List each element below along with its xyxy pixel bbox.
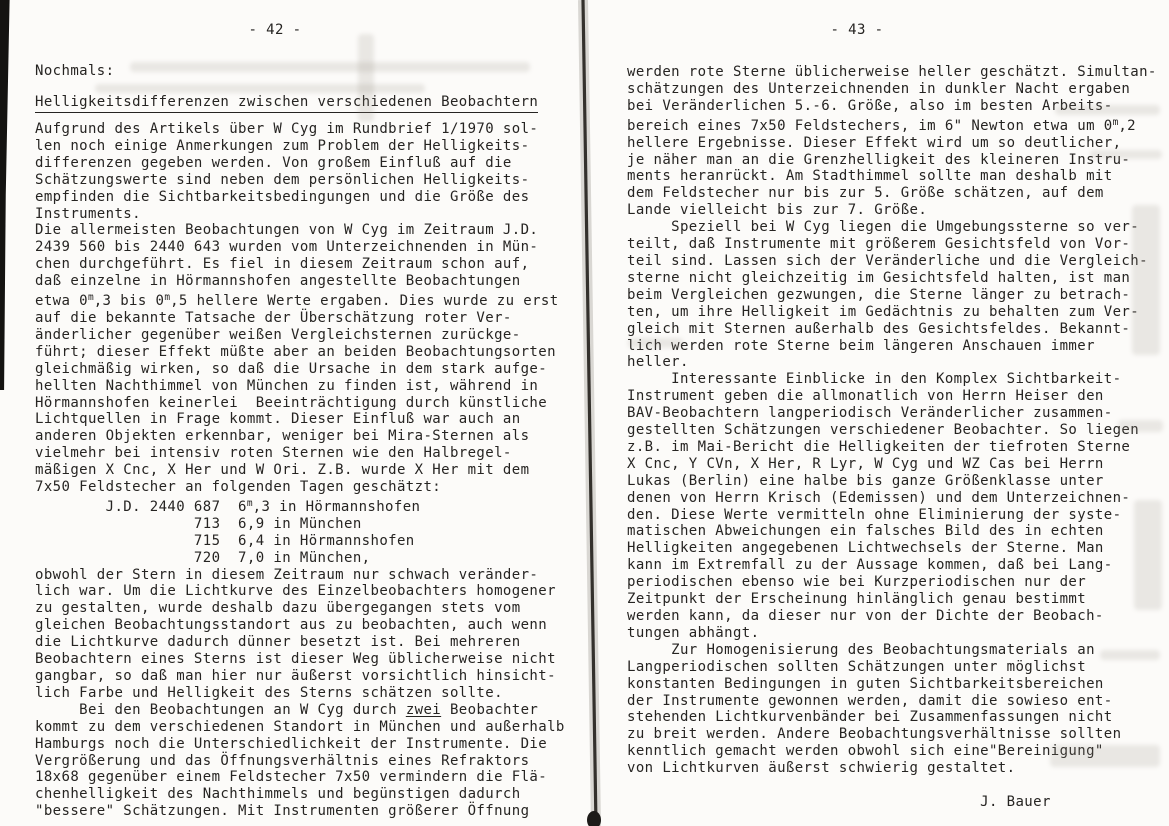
text-line: dem Feldstecher nur bis zur 5. Größe schätzen, auf dem — [627, 185, 1104, 202]
text-line: J. Bauer — [627, 793, 1051, 810]
text-line: konstanten Bedingungen in guten Sichtbarkeitsbereichen — [627, 675, 1104, 692]
text-line: schätzungen des Unterzeichnenden in dunkler Nacht ergaben — [627, 80, 1131, 97]
text-line: teil sind. Lassen sich der Veränderliche und die Vergleich- — [627, 252, 1148, 269]
text-line: chenhelligkeit des Nachthimmels und begünstigen dadurch — [35, 786, 521, 803]
text-line: heller. — [627, 354, 689, 371]
text-segment: Bei den Beobachtungen an W Cyg durch — [35, 701, 406, 718]
text-line: anderen Objekten erkennbar, weniger bei Mira-Sternen als — [35, 428, 530, 445]
text-line: hellten Nachthimmel von München zu finden ist, während in — [35, 377, 539, 394]
text-line — [627, 115, 1164, 135]
text-line: zu gestalten, wurde deshalb dazu übergegangen stets vom — [35, 600, 521, 617]
text-line: die Lichtkurve dadurch dünner besetzt ist. Bei mehreren — [35, 634, 521, 651]
bleedthrough-smudge — [1055, 105, 1160, 115]
text-line: 713 6,9 in München — [35, 515, 362, 532]
text-line: Hörmannshofen keinerlei Beeinträchtigung durch künstliche — [35, 394, 548, 411]
text-line: gangbar, so daß man hier nur äußerst vorsichtlich hinsicht- — [35, 668, 556, 684]
text-line: kenntlich gemacht werden obwohl sich eine"Bereinigung" — [627, 743, 1104, 760]
text-line: vielmehr bei intensiv roten Sternen wie den Halbregel- — [35, 445, 512, 462]
text-line: ments heranrückt. Am Stadthimmel sollte man deshalb mit — [627, 168, 1113, 185]
section-heading: Helligkeitsdifferenzen zwischen verschiedenen Beobachtern — [35, 94, 538, 113]
text-line: gleichmäßig wirken, so daß die Ursache in dem stark aufge- — [35, 360, 548, 377]
page-43-body-text — [612, 64, 1164, 811]
text-segment: bereich eines 7x50 Feldstechers, im 6" Newton etwa um 0 — [627, 117, 1113, 134]
text-line: sterne nicht gleichzeitig im Gesichtsfeld halten, ist man — [627, 269, 1131, 286]
text-line: X Cnc, Y CVn, X Her, R Lyr, W Cyg und WZ Cas bei Herrn — [627, 455, 1104, 472]
text-line: der Instrumente gewonnen werden, damit die sowieso ent- — [627, 692, 1113, 709]
text-line: Aufgrund des Artikels über W Cyg im Rundbrief 1/1970 sol- — [35, 121, 539, 137]
text-line: Lande vielleicht bis zur 7. Größe. — [627, 202, 928, 219]
text-line: änderlicher gegenüber weißen Vergleichsternen zurückge- — [35, 326, 521, 343]
text-line: Beobachtern eines Sterns ist dieser Weg üblicherweise nicht — [35, 651, 556, 668]
text-segment: ,3 in Hörmannshofen — [252, 498, 421, 515]
bleedthrough-smudge — [1090, 150, 1162, 159]
text-line: kommt zu dem verschiedenen Standort in München und außerhalb — [35, 718, 565, 735]
text-segment: etwa 0 — [35, 293, 88, 310]
bleedthrough-smudge — [1100, 650, 1160, 660]
text-line: "bessere" Schätzungen. Mit Instrumenten größerer Öffnung — [35, 803, 530, 820]
text-line: hellere Ergebnisse. Dieser Effekt wird um so deutlicher, — [627, 134, 1122, 151]
text-line: chen durchgeführt. Es fiel in diesem Zeitraum schon auf, — [35, 256, 530, 273]
magnitude-superscript: m — [164, 292, 171, 304]
page-number-left: - 42 - — [248, 22, 302, 38]
text-line: von Lichtkurven äußerst schwierig gestaltet. — [627, 760, 1016, 777]
magnitude-superscript: m — [246, 497, 253, 509]
text-line: Zeitpunkt der Erscheinung hinlänglich genau bestimmt — [627, 591, 1087, 608]
text-segment: J.D. 2440 687 6 — [35, 498, 247, 515]
text-line: führt; dieser Effekt müßte aber an beiden Beobachtungsorten — [35, 343, 556, 360]
text-line: differenzen gegeben werden. Von großem Einfluß auf die — [35, 154, 512, 171]
text-line: je näher man an die Grenzhelligkeit des kleineren Instru- — [627, 151, 1131, 168]
text-line: Helligkeiten angegebenen Lichtwechsels der Sterne. Man — [627, 540, 1104, 557]
text-line: Die allermeisten Beobachtungen von W Cyg im Zeitraum J.D. — [35, 222, 539, 239]
text-line: bei Veränderlichen 5.-6. Größe, also im besten Arbeits- — [627, 97, 1113, 114]
text-line: werden rote Sterne üblicherweise heller geschätzt. Simultan- — [627, 64, 1157, 80]
text-line: 7x50 Feldstecher an folgenden Tagen geschätzt: — [35, 479, 442, 496]
text-line: teilt, daß Instrumente mit größerem Gesichtsfeld von Vor- — [627, 236, 1131, 253]
text-line: Vergrößerung und das Öffnungsverhältnis eines Refraktors — [35, 752, 530, 769]
underlined-word: zwei — [405, 701, 442, 718]
text-line: tungen abhängt. — [627, 624, 760, 641]
text-line: empfinden die Sichtbarkeitsbedingungen und die Größe des — [35, 188, 530, 205]
text-line: Schätzungswerte sind neben dem persönlichen Helligkeits- — [35, 171, 530, 188]
text-line: werden kann, da dieser nur von der Dichte der Beobach- — [627, 608, 1104, 624]
text-line: gleichen Beobachtungsstandort aus zu beobachten, auch wenn — [35, 617, 548, 634]
text-line: Lukas (Berlin) eine halbe bis ganze Größenklasse unter — [627, 472, 1104, 489]
bleedthrough-smudge — [95, 84, 425, 93]
text-segment: ,5 hellere Werte ergaben. Dies wurde zu erst — [170, 293, 559, 310]
text-line: gleich mit Sternen außerhalb des Gesichtsfeldes. Bekannt- — [627, 320, 1131, 337]
section-heading-row — [35, 91, 582, 113]
text-line: lich Farbe und Helligkeit des Sterns schätzen sollte. — [35, 684, 503, 701]
text-line: periodischen ebenso wie bei Kurzperiodischen nur der — [627, 574, 1087, 591]
text-line: auf die bekannte Tatsache der Überschätzung roter Ver- — [35, 309, 512, 326]
page-42 — [30, 0, 582, 826]
text-line: Langperiodischen sollten Schätzungen unter möglichst — [627, 658, 1087, 675]
text-line: Speziell bei W Cyg liegen die Umgebungssterne so ver- — [627, 219, 1140, 236]
text-line: 720 7,0 in München, — [35, 549, 371, 566]
text-line: z.B. im Mai-Bericht die Helligkeiten der tiefroten Sterne — [627, 438, 1131, 455]
text-line: len noch einige Anmerkungen zum Problem der Helligkeits- — [35, 137, 530, 154]
text-line: denen von Herrn Krisch (Edemissen) und dem Unterzeichnen- — [627, 489, 1131, 506]
text-line — [627, 777, 1164, 794]
text-line: 18x68 gegenüber einem Feldstecher 7x50 vermindern die Flä- — [35, 769, 548, 786]
text-line: Interessante Einblicke in den Komplex Sichtbarkeit- — [627, 371, 1122, 388]
text-line: matischen Abweichungen ein falsches Bild des in echten — [627, 523, 1104, 540]
text-line: den. Diese Werte vermitteln ohne Eliminierung der syste- — [627, 506, 1122, 523]
text-line — [35, 290, 582, 310]
text-line: 2439 560 bis 2440 643 wurden vom Unterzeichnenden in Mün- — [35, 239, 539, 256]
bleedthrough-smudge — [1132, 205, 1160, 355]
text-line: stehenden Lichtkurvenbänder bei Zusammenfassungen nicht — [627, 709, 1113, 726]
text-segment: Beobachter — [441, 701, 539, 718]
text-line: beim Vergleichen gezwungen, die Sterne länger zu betrach- — [627, 286, 1131, 303]
bleedthrough-smudge — [1050, 745, 1160, 767]
page-number-right: - 43 - — [830, 22, 884, 38]
bleedthrough-smudge — [628, 338, 683, 348]
text-line: daß einzelne in Hörmannshofen angestellte Beobachtungen — [35, 273, 521, 290]
text-line: Instrument geben die allmonatlich von Herrn Heiser den — [627, 388, 1104, 405]
page-43 — [612, 0, 1164, 826]
section-intro-label: Nochmals: — [35, 63, 115, 79]
text-line: obwohl der Stern in diesem Zeitraum nur schwach veränder- — [35, 566, 539, 583]
text-line: gestellten Schätzungen verschiedener Beobachter. So liegen — [627, 422, 1140, 439]
bleedthrough-smudge — [130, 62, 530, 72]
magnitude-superscript: m — [87, 292, 94, 304]
page-42-body-text — [30, 121, 582, 820]
text-line: lich werden rote Sterne beim längeren Anschauen immer — [627, 337, 1095, 354]
text-line: zu breit werden. Andere Beobachtungsverhältnisse sollten — [627, 726, 1122, 743]
text-line — [35, 496, 582, 516]
bleedthrough-smudge — [358, 34, 374, 122]
bleedthrough-smudge — [1118, 420, 1163, 432]
magnitude-superscript: m — [1112, 116, 1119, 128]
text-segment: ,3 bis 0 — [93, 293, 165, 310]
text-line: kann im Extremfall zu der Aussage kommen, daß bei Lang- — [627, 557, 1113, 574]
text-line: Lichtquellen in Frage kommt. Dieser Einfluß war auch an — [35, 411, 521, 428]
text-line: BAV-Beobachtern langperiodisch Veränderlicher zusammen- — [627, 405, 1113, 422]
text-line — [35, 702, 582, 719]
text-line: Instruments. — [35, 205, 141, 222]
bleedthrough-smudge — [1134, 500, 1162, 610]
text-line: ten, um ihre Helligkeit im Gedächtnis zu behalten zum Ver- — [627, 303, 1140, 320]
text-line: lich war. Um die Lichtkurve des Einzelbeobachters homogener — [35, 583, 556, 600]
scan-edge-shadow — [0, 0, 12, 390]
text-segment: ,2 — [1118, 117, 1136, 134]
text-line: mäßigen X Cnc, X Her und W Ori. Z.B. wurde X Her mit dem — [35, 462, 530, 479]
text-line: Zur Homogenisierung des Beobachtungsmaterials an — [627, 641, 1095, 658]
text-line: Hamburgs noch die Unterschiedlichkeit der Instrumente. Die — [35, 735, 548, 752]
text-line: 715 6,4 in Hörmannshofen — [35, 532, 415, 549]
